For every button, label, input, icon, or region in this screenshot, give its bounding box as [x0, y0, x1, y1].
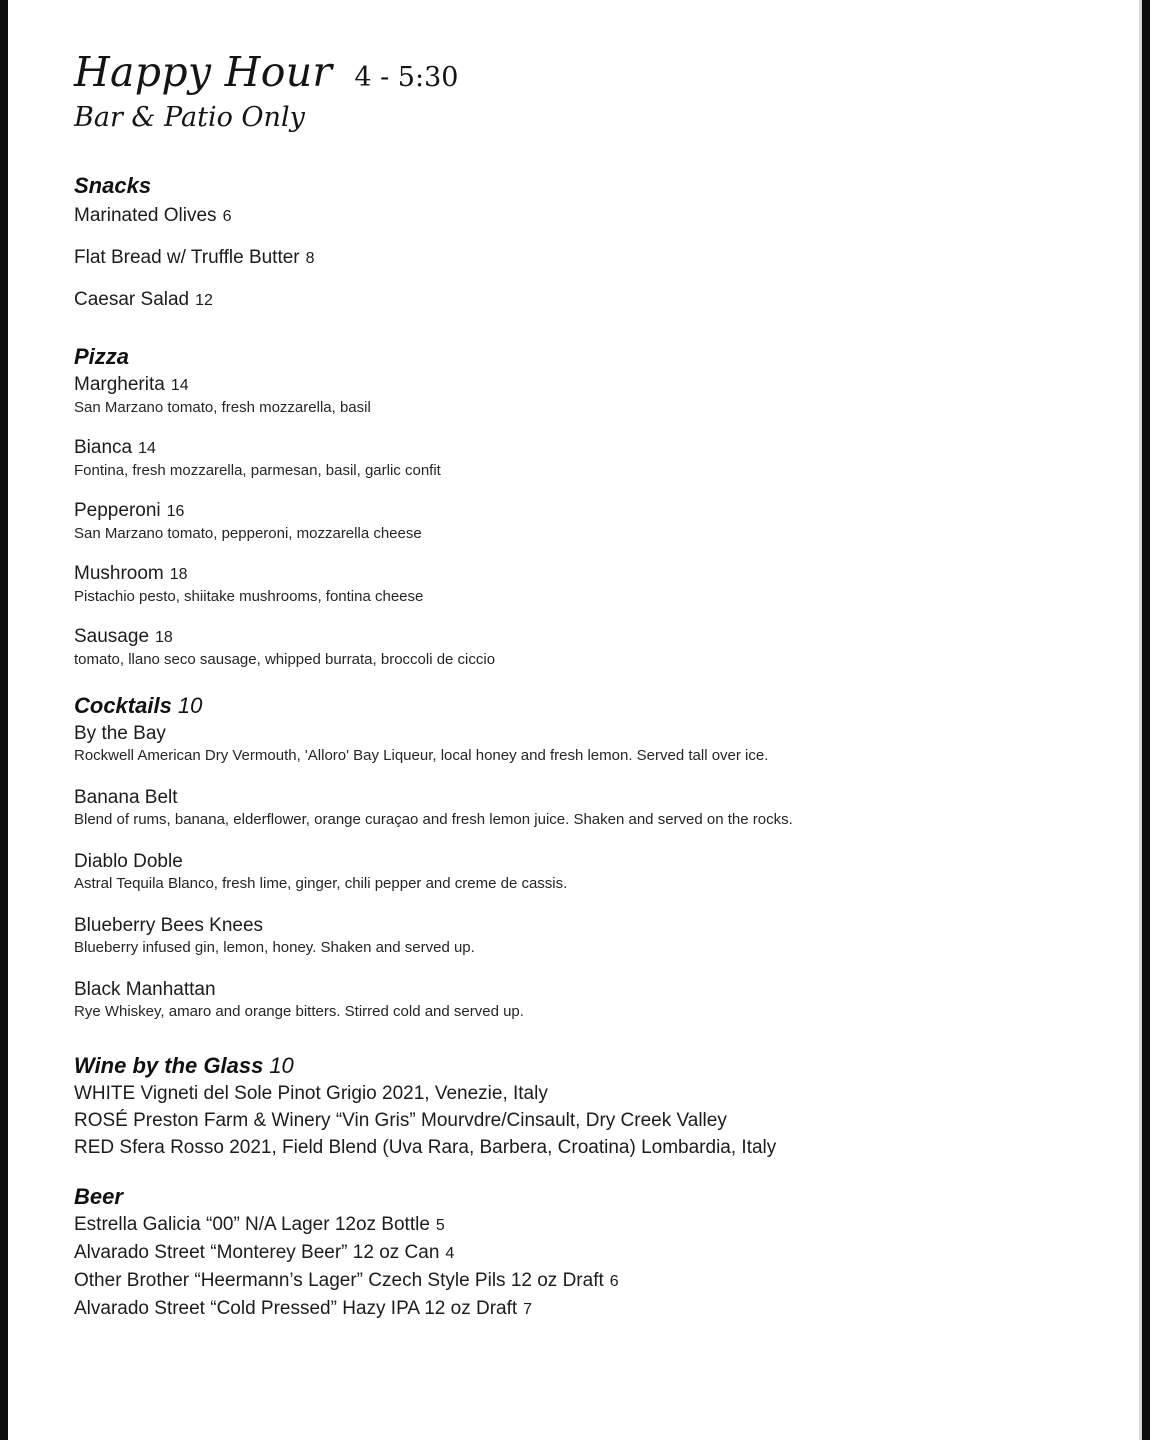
list-item [74, 1211, 1114, 1239]
item-title [74, 499, 1114, 524]
item-price: 7 [523, 1301, 533, 1318]
list-item [74, 850, 1114, 894]
item-name: Marinated Olives [74, 205, 217, 226]
wine-heading [74, 1052, 1114, 1080]
item-name: Caesar Salad [74, 289, 190, 310]
menu-header [74, 46, 1114, 98]
item-price: 8 [305, 250, 315, 267]
beer-heading: Beer [74, 1184, 123, 1209]
item-description: tomato, llano seco sausage, whipped burrata, broccoli de ciccio [74, 651, 496, 668]
item-name: Other Brother “Heermann’s Lager” Czech Style Pils 12 oz Draft [74, 1270, 604, 1291]
page-edge-right [1142, 0, 1150, 1440]
item-name: Margherita [74, 374, 165, 395]
item-name: Estrella Galicia “00” N/A Lager 12oz Bottle [74, 1214, 430, 1235]
beer-section [74, 1183, 1114, 1323]
page-subtitle: Bar & Patio Only [74, 102, 305, 133]
item-name: Pepperoni [74, 500, 161, 521]
list-item [74, 436, 1114, 481]
item-name: Alvarado Street “Cold Pressed” Hazy IPA 12 oz Draft [74, 1298, 518, 1319]
item-title [74, 562, 1114, 587]
list-item [74, 204, 1114, 229]
item-price: 14 [170, 377, 189, 394]
item-description: Rockwell American Dry Vermouth, 'Alloro' Bay Liqueur, local honey and fresh lemon. Served tall over ice. [74, 747, 769, 764]
item-title [74, 625, 1114, 650]
item-name: Diablo Doble [74, 851, 183, 872]
item-description: Astral Tequila Blanco, fresh lime, ginger, chili pepper and creme de cassis. [74, 875, 568, 892]
snacks-section [74, 172, 1114, 313]
list-item [74, 1295, 1114, 1323]
snacks-heading: Snacks [74, 173, 152, 198]
list-item [74, 499, 1114, 544]
item-name: Bianca [74, 437, 133, 458]
item-price: 4 [445, 1245, 455, 1262]
item-name: By the Bay [74, 723, 166, 744]
wine-title: Wine by the Glass [74, 1053, 264, 1078]
list-item [74, 625, 1114, 670]
item-description: Pistachio pesto, shiitake mushrooms, fontina cheese [74, 588, 424, 605]
item-price: 5 [435, 1217, 445, 1234]
cocktails-section [74, 692, 1114, 1022]
list-item [74, 978, 1114, 1022]
item-description: Blend of rums, banana, elderflower, orange curaçao and fresh lemon juice. Shaken and served on the rocks. [74, 811, 793, 828]
item-name: Mushroom [74, 563, 164, 584]
happy-hour-times: 4 - 5:30 [354, 62, 459, 93]
wine-line: RED Sfera Rosso 2021, Field Blend (Uva Rara, Barbera, Croatina) Lombardia, Italy [74, 1137, 777, 1158]
item-price: 6 [609, 1273, 619, 1290]
item-price: 6 [222, 208, 232, 225]
item-description: San Marzano tomato, fresh mozzarella, basil [74, 399, 371, 416]
item-description: Fontina, fresh mozzarella, parmesan, basil, garlic confit [74, 462, 441, 479]
item-description: San Marzano tomato, pepperoni, mozzarella cheese [74, 525, 422, 542]
item-name: Blueberry Bees Knees [74, 915, 264, 936]
item-name: Flat Bread w/ Truffle Butter [74, 247, 300, 268]
item-price: 12 [195, 292, 213, 309]
item-name: Alvarado Street “Monterey Beer” 12 oz Can [74, 1242, 440, 1263]
page-title: Happy Hour [74, 48, 333, 96]
item-price: 18 [155, 629, 173, 646]
item-name: Sausage [74, 626, 150, 647]
list-item [74, 288, 1114, 313]
list-item [74, 722, 1114, 766]
item-price: 18 [169, 566, 188, 583]
list-item [74, 914, 1114, 958]
list-item [74, 562, 1114, 607]
wine-price: 10 [269, 1053, 294, 1078]
item-description: Rye Whiskey, amaro and orange bitters. Stirred cold and served up. [74, 1003, 524, 1020]
item-description: Blueberry infused gin, lemon, honey. Shaken and served up. [74, 939, 475, 956]
wine-line: WHITE Vigneti del Sole Pinot Grigio 2021, Venezie, Italy [74, 1083, 548, 1104]
wine-line: ROSÉ Preston Farm & Winery “Vin Gris” Mourvdre/Cinsault, Dry Creek Valley [74, 1110, 727, 1131]
list-item [74, 786, 1114, 830]
list-item [74, 246, 1114, 271]
menu-content [74, 46, 1114, 1323]
list-item [74, 1239, 1114, 1267]
item-title [74, 436, 1114, 461]
list-item [74, 373, 1114, 418]
pizza-section [74, 343, 1114, 670]
item-name: Banana Belt [74, 787, 178, 808]
cocktails-heading [74, 692, 1114, 720]
item-price: 16 [166, 503, 185, 520]
page-edge-left [0, 0, 8, 1440]
item-title [74, 373, 1114, 398]
cocktails-price: 10 [177, 693, 203, 718]
cocktails-title: Cocktails [74, 693, 172, 718]
item-name: Black Manhattan [74, 979, 216, 1000]
wine-section [74, 1052, 1114, 1161]
item-price: 14 [138, 440, 156, 457]
list-item [74, 1267, 1114, 1295]
pizza-heading: Pizza [74, 344, 130, 369]
